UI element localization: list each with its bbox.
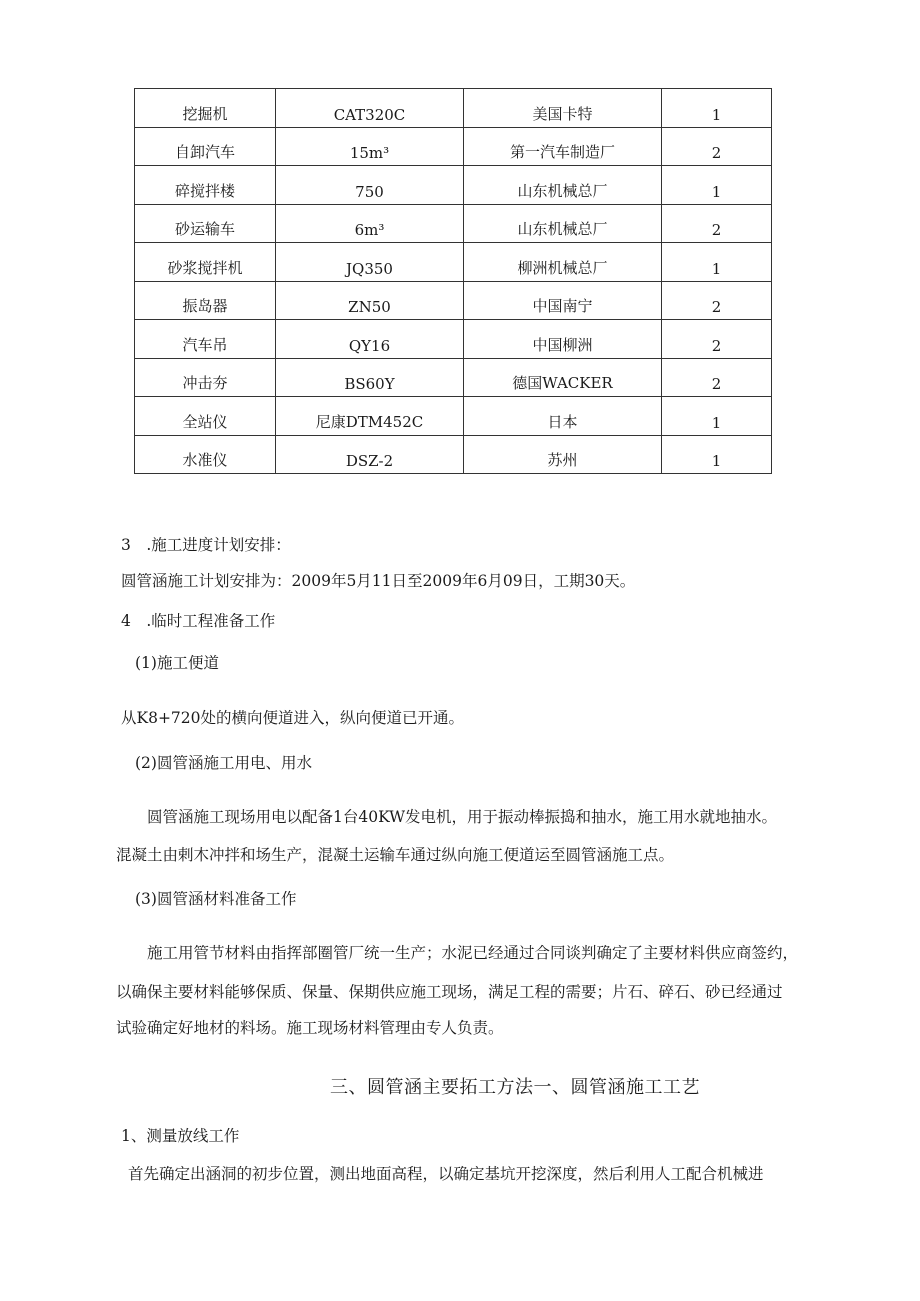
cell-quantity: 1: [662, 166, 772, 205]
cell-model: QY16: [276, 320, 464, 359]
cell-equipment-name: 振岛器: [135, 281, 276, 320]
cell-model: CAT320C: [276, 89, 464, 128]
cell-quantity: 1: [662, 243, 772, 282]
section-4-1-heading: (1)施工便道: [135, 654, 219, 672]
cell-manufacturer: 中国柳洲: [464, 320, 662, 359]
cell-equipment-name: 砂运输车: [135, 204, 276, 243]
section-4-2-text-line-2: 混凝土由剌木冲拌和场生产，混凝土运输车通过纵向施工便道运至圆管涵施工点。: [116, 846, 675, 864]
cell-model: JQ350: [276, 243, 464, 282]
table-row: [135, 320, 772, 359]
cell-quantity: 2: [662, 358, 772, 397]
cell-equipment-name: 自卸汽车: [135, 127, 276, 166]
cell-model: ZN50: [276, 281, 464, 320]
cell-equipment-name: 全站仪: [135, 397, 276, 436]
cell-manufacturer: 苏州: [464, 435, 662, 474]
section-4-3-text-line-3: 试验确定好地材的料场。施工现场材料管理由专人负责。: [116, 1019, 504, 1037]
table-row: [135, 243, 772, 282]
equipment-table-body: [135, 89, 772, 474]
table-row: [135, 435, 772, 474]
section-4-3-text-line-2: 以确保主要材料能够保质、保量、保期供应施工现场，满足工程的需要；片石、碎石、砂已经通过: [116, 983, 783, 1001]
cell-quantity: 2: [662, 281, 772, 320]
section-3-text: 圆管涵施工计划安排为：2009年5月11日至2009年6月09日，工期30天。: [121, 572, 636, 590]
section-3-heading: 3 .施工进度计划安排：: [121, 536, 291, 554]
table-row: [135, 89, 772, 128]
cell-manufacturer: 德国WACKER: [464, 358, 662, 397]
cell-quantity: 2: [662, 204, 772, 243]
cell-manufacturer: 日本: [464, 397, 662, 436]
table-row: [135, 358, 772, 397]
method-1-heading: 1、测量放线工作: [121, 1127, 240, 1145]
equipment-table: [134, 88, 772, 474]
section-4-3-heading: (3)圆管涵材料准备工作: [135, 890, 297, 908]
cell-quantity: 1: [662, 435, 772, 474]
cell-equipment-name: 挖掘机: [135, 89, 276, 128]
cell-model: 6m³: [276, 204, 464, 243]
cell-equipment-name: 水准仪: [135, 435, 276, 474]
section-4-heading: 4 .临时工程准备工作: [121, 612, 276, 630]
method-1-text: 首先确定出涵洞的初步位置，测出地面高程，以确定基坑开挖深度，然后利用人工配合机械进: [128, 1165, 764, 1183]
section-4-2-heading: (2)圆管涵施工用电、用水: [135, 754, 312, 772]
cell-manufacturer: 中国南宁: [464, 281, 662, 320]
cell-model: 750: [276, 166, 464, 205]
section-3-method-heading: 三、圆管涵主要拓工方法一、圆管涵施工工艺: [330, 1077, 700, 1098]
cell-equipment-name: 砂浆搅拌机: [135, 243, 276, 282]
cell-equipment-name: 冲击夯: [135, 358, 276, 397]
cell-model: DSZ-2: [276, 435, 464, 474]
table-row: [135, 127, 772, 166]
table-row: [135, 166, 772, 205]
cell-quantity: 2: [662, 127, 772, 166]
table-row: [135, 281, 772, 320]
cell-manufacturer: 柳洲机械总厂: [464, 243, 662, 282]
cell-quantity: 1: [662, 397, 772, 436]
section-4-1-text: 从K8+720处的横向便道进入，纵向便道已开通。: [121, 709, 465, 727]
cell-model: 尼康DTM452C: [276, 397, 464, 436]
cell-manufacturer: 山东机械总厂: [464, 204, 662, 243]
section-4-3-text-line-1: 施工用管节材料由指挥部圈管厂统一生产；水泥已经通过合同谈判确定了主要材料供应商签约，: [147, 944, 799, 962]
section-4-2-text-line-1: 圆管涵施工现场用电以配备1台40KW发电机，用于振动棒振捣和抽水，施工用水就地抽水。: [147, 808, 778, 826]
cell-equipment-name: 碎搅拌楼: [135, 166, 276, 205]
cell-manufacturer: 第一汽车制造厂: [464, 127, 662, 166]
cell-quantity: 1: [662, 89, 772, 128]
cell-manufacturer: 美国卡特: [464, 89, 662, 128]
table-row: [135, 397, 772, 436]
cell-quantity: 2: [662, 320, 772, 359]
cell-manufacturer: 山东机械总厂: [464, 166, 662, 205]
cell-model: BS60Y: [276, 358, 464, 397]
cell-model: 15m³: [276, 127, 464, 166]
cell-equipment-name: 汽车吊: [135, 320, 276, 359]
table-row: [135, 204, 772, 243]
